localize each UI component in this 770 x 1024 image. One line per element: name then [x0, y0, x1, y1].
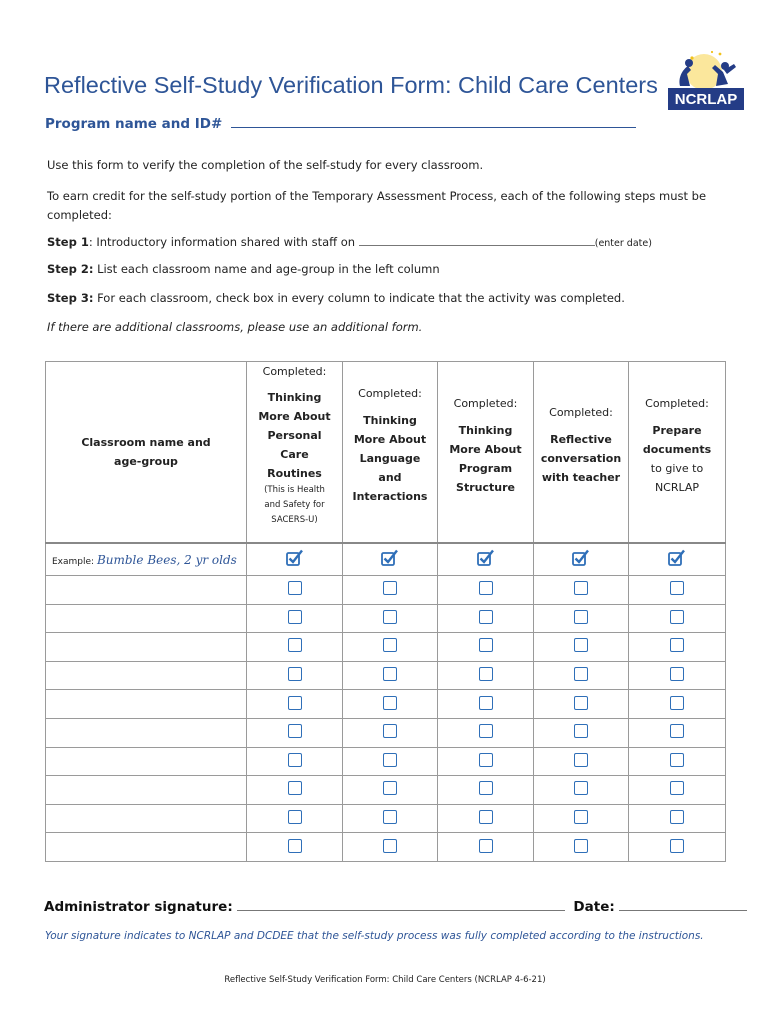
checkbox-cell: [629, 661, 726, 690]
signature-input-line[interactable]: [237, 898, 565, 911]
ncrlap-logo: [668, 48, 744, 112]
checkbox[interactable]: [383, 810, 397, 824]
checked-checkbox-icon: [668, 549, 686, 566]
checkbox-cell: [534, 804, 629, 833]
checkbox-cell: [343, 576, 438, 605]
checkbox-cell: [438, 718, 534, 747]
example-classroom: Bumble Bees, 2 yr olds: [96, 552, 237, 567]
classroom-name-cell[interactable]: [46, 633, 247, 662]
checkbox[interactable]: [288, 581, 302, 595]
checkbox-cell: [629, 718, 726, 747]
checkbox[interactable]: [383, 667, 397, 681]
checkbox[interactable]: [574, 753, 588, 767]
checkbox[interactable]: [288, 810, 302, 824]
step-2-label: Step 2:: [47, 262, 94, 276]
checkbox[interactable]: [670, 724, 684, 738]
intro-text-2: To earn credit for the self-study portion of the Temporary Assessment Process, each of the following steps must be completed:: [47, 189, 707, 222]
checkbox-cell: [534, 576, 629, 605]
checkbox-cell: [629, 576, 726, 605]
checkbox-cell: [343, 747, 438, 776]
col-header-reflective: Completed: Reflective conversation with teacher: [534, 362, 629, 544]
classroom-name-cell[interactable]: [46, 718, 247, 747]
signature-label: Administrator signature: [44, 899, 228, 915]
date-label: Date: [573, 899, 610, 915]
classroom-row: [46, 833, 726, 862]
checkbox-cell: [438, 604, 534, 633]
checkbox-cell: [343, 833, 438, 862]
checkbox-cell: [343, 776, 438, 805]
checkbox[interactable]: [670, 810, 684, 824]
step-1-date-line[interactable]: [359, 233, 595, 246]
classroom-name-cell[interactable]: [46, 833, 247, 862]
checkbox-cell: [343, 690, 438, 719]
step-1-text: : Introductory information shared with staff on: [88, 235, 356, 249]
checkbox[interactable]: [288, 667, 302, 681]
checkbox-cell: [438, 661, 534, 690]
checkbox[interactable]: [479, 810, 493, 824]
signature-note: Your signature indicates to NCRLAP and DCDEE that the self-study process was fully completed according to the instructions.: [45, 930, 704, 942]
checkbox[interactable]: [288, 724, 302, 738]
checkbox-cell: [629, 747, 726, 776]
classroom-row: [46, 747, 726, 776]
checked-checkbox-icon: [286, 549, 304, 566]
classroom-name-cell[interactable]: [46, 661, 247, 690]
step-2-text: List each classroom name and age-group in the left column: [93, 262, 440, 276]
checked-checkbox-icon: [477, 549, 495, 566]
checkbox[interactable]: [479, 724, 493, 738]
checkbox-cell: [247, 576, 343, 605]
checkbox[interactable]: [574, 638, 588, 652]
step-3: [47, 289, 625, 308]
checkbox[interactable]: [479, 696, 493, 710]
checkbox-cell: [534, 747, 629, 776]
signature-line: Administrator signature: Date:: [44, 898, 747, 915]
checkbox-cell: [247, 633, 343, 662]
page-footer: Reflective Self-Study Verification Form: Child Care Centers (NCRLAP 4-6-21): [224, 975, 546, 985]
col-header-program-structure: Completed: Thinking More About Program Structure: [438, 362, 534, 544]
intro-text-1: Use this form to verify the completion of the self-study for every classroom.: [47, 158, 484, 172]
step-1: [47, 233, 652, 253]
classroom-row: [46, 604, 726, 633]
checkbox[interactable]: [288, 610, 302, 624]
classroom-row: [46, 804, 726, 833]
classroom-table: [45, 361, 726, 862]
additional-note: If there are additional classrooms, please use an additional form.: [47, 320, 423, 334]
checkbox-cell: [247, 690, 343, 719]
page-title: Reflective Self-Study Verification Form: Child Care Centers: [44, 72, 658, 98]
checkbox[interactable]: [383, 638, 397, 652]
checkbox[interactable]: [670, 839, 684, 853]
checkbox[interactable]: [479, 781, 493, 795]
checkbox-cell: [629, 604, 726, 633]
example-label-cell: [46, 543, 247, 576]
checkbox[interactable]: [574, 610, 588, 624]
checkbox-cell: [247, 747, 343, 776]
checkbox[interactable]: [383, 839, 397, 853]
checkbox[interactable]: [383, 724, 397, 738]
program-field: [45, 116, 636, 132]
checkbox[interactable]: [288, 696, 302, 710]
date-input-line[interactable]: [619, 898, 747, 911]
checkbox[interactable]: [288, 781, 302, 795]
classroom-row: [46, 633, 726, 662]
checkbox[interactable]: [479, 638, 493, 652]
checkbox[interactable]: [670, 781, 684, 795]
checkbox-cell: [534, 690, 629, 719]
checkbox[interactable]: [479, 667, 493, 681]
checkbox[interactable]: [479, 610, 493, 624]
checkbox-cell: [438, 833, 534, 862]
checkbox[interactable]: [574, 581, 588, 595]
classroom-row: [46, 576, 726, 605]
col-header-personal-care: Completed: Thinking More About Personal Care Routines (This is Health and Safety for SACERS-U): [247, 362, 343, 544]
logo-text: NCRLAP: [674, 91, 738, 108]
checkbox-cell: [438, 804, 534, 833]
checkbox-cell: [247, 833, 343, 862]
checkbox[interactable]: [383, 781, 397, 795]
checkbox-cell: [438, 576, 534, 605]
checkbox-cell: [438, 633, 534, 662]
checkbox-cell: [534, 604, 629, 633]
classroom-row: [46, 661, 726, 690]
checkbox[interactable]: [288, 638, 302, 652]
example-row: [46, 543, 726, 576]
checkbox[interactable]: [574, 696, 588, 710]
checkbox-cell: [247, 604, 343, 633]
classroom-name-cell[interactable]: [46, 604, 247, 633]
step-1-hint: (enter date): [594, 238, 652, 249]
checkbox-cell: [534, 833, 629, 862]
classroom-name-cell[interactable]: [46, 747, 247, 776]
checkbox-cell: [247, 804, 343, 833]
checkbox-cell: [247, 718, 343, 747]
checkbox-cell: [343, 718, 438, 747]
classroom-name-cell[interactable]: [46, 776, 247, 805]
checked-checkbox-icon: [572, 549, 590, 566]
step-3-label: Step 3:: [47, 291, 94, 305]
checkbox[interactable]: [479, 581, 493, 595]
checkbox-cell: [438, 776, 534, 805]
classroom-name-cell[interactable]: [46, 690, 247, 719]
checkbox-cell: [343, 633, 438, 662]
checkbox[interactable]: [383, 696, 397, 710]
checkbox[interactable]: [670, 696, 684, 710]
checkbox[interactable]: [574, 667, 588, 681]
example-label: Example:: [52, 556, 95, 567]
checkbox-cell: [629, 776, 726, 805]
checkbox-cell: [247, 776, 343, 805]
checkbox[interactable]: [383, 581, 397, 595]
program-label: Program name and ID#: [45, 116, 223, 132]
checkbox[interactable]: [670, 753, 684, 767]
classroom-row: [46, 690, 726, 719]
checkbox-cell: [343, 604, 438, 633]
col-header-language: Completed: Thinking More About Language and Interactions: [343, 362, 438, 544]
checkbox[interactable]: [288, 753, 302, 767]
checkbox-cell: [629, 633, 726, 662]
checkbox-cell: [343, 661, 438, 690]
checkbox-cell: [247, 661, 343, 690]
step-2: [47, 260, 440, 279]
checkbox-cell: [629, 804, 726, 833]
checkbox[interactable]: [574, 724, 588, 738]
checked-checkbox-icon: [381, 549, 399, 566]
checkbox[interactable]: [670, 667, 684, 681]
classroom-row: [46, 718, 726, 747]
checkbox-cell: [438, 690, 534, 719]
checkbox-cell: [438, 747, 534, 776]
checkbox-cell: [629, 690, 726, 719]
classroom-name-cell[interactable]: [46, 804, 247, 833]
checkbox[interactable]: [574, 839, 588, 853]
checkbox[interactable]: [574, 810, 588, 824]
checkbox-cell: [534, 718, 629, 747]
col-header-documents: Completed: Prepare documents to give to NCRLAP: [629, 362, 726, 544]
checkbox-cell: [534, 776, 629, 805]
classroom-row: [46, 776, 726, 805]
classroom-name-cell[interactable]: [46, 576, 247, 605]
checkbox-cell: [343, 804, 438, 833]
checkbox-cell: [534, 633, 629, 662]
checkbox[interactable]: [670, 638, 684, 652]
classroom-header: Classroom name and age-group: [46, 362, 247, 544]
step-1-label: Step 1: [47, 235, 89, 249]
checkbox[interactable]: [288, 839, 302, 853]
checkbox[interactable]: [479, 753, 493, 767]
checkbox[interactable]: [383, 610, 397, 624]
checkbox-cell: [534, 661, 629, 690]
checkbox[interactable]: [670, 610, 684, 624]
checkbox[interactable]: [574, 781, 588, 795]
program-input-line[interactable]: [231, 116, 636, 128]
step-3-text: For each classroom, check box in every column to indicate that the activity was completed.: [93, 291, 625, 305]
checkbox[interactable]: [479, 839, 493, 853]
checkbox-cell: [629, 833, 726, 862]
checkbox[interactable]: [383, 753, 397, 767]
checkbox[interactable]: [670, 581, 684, 595]
